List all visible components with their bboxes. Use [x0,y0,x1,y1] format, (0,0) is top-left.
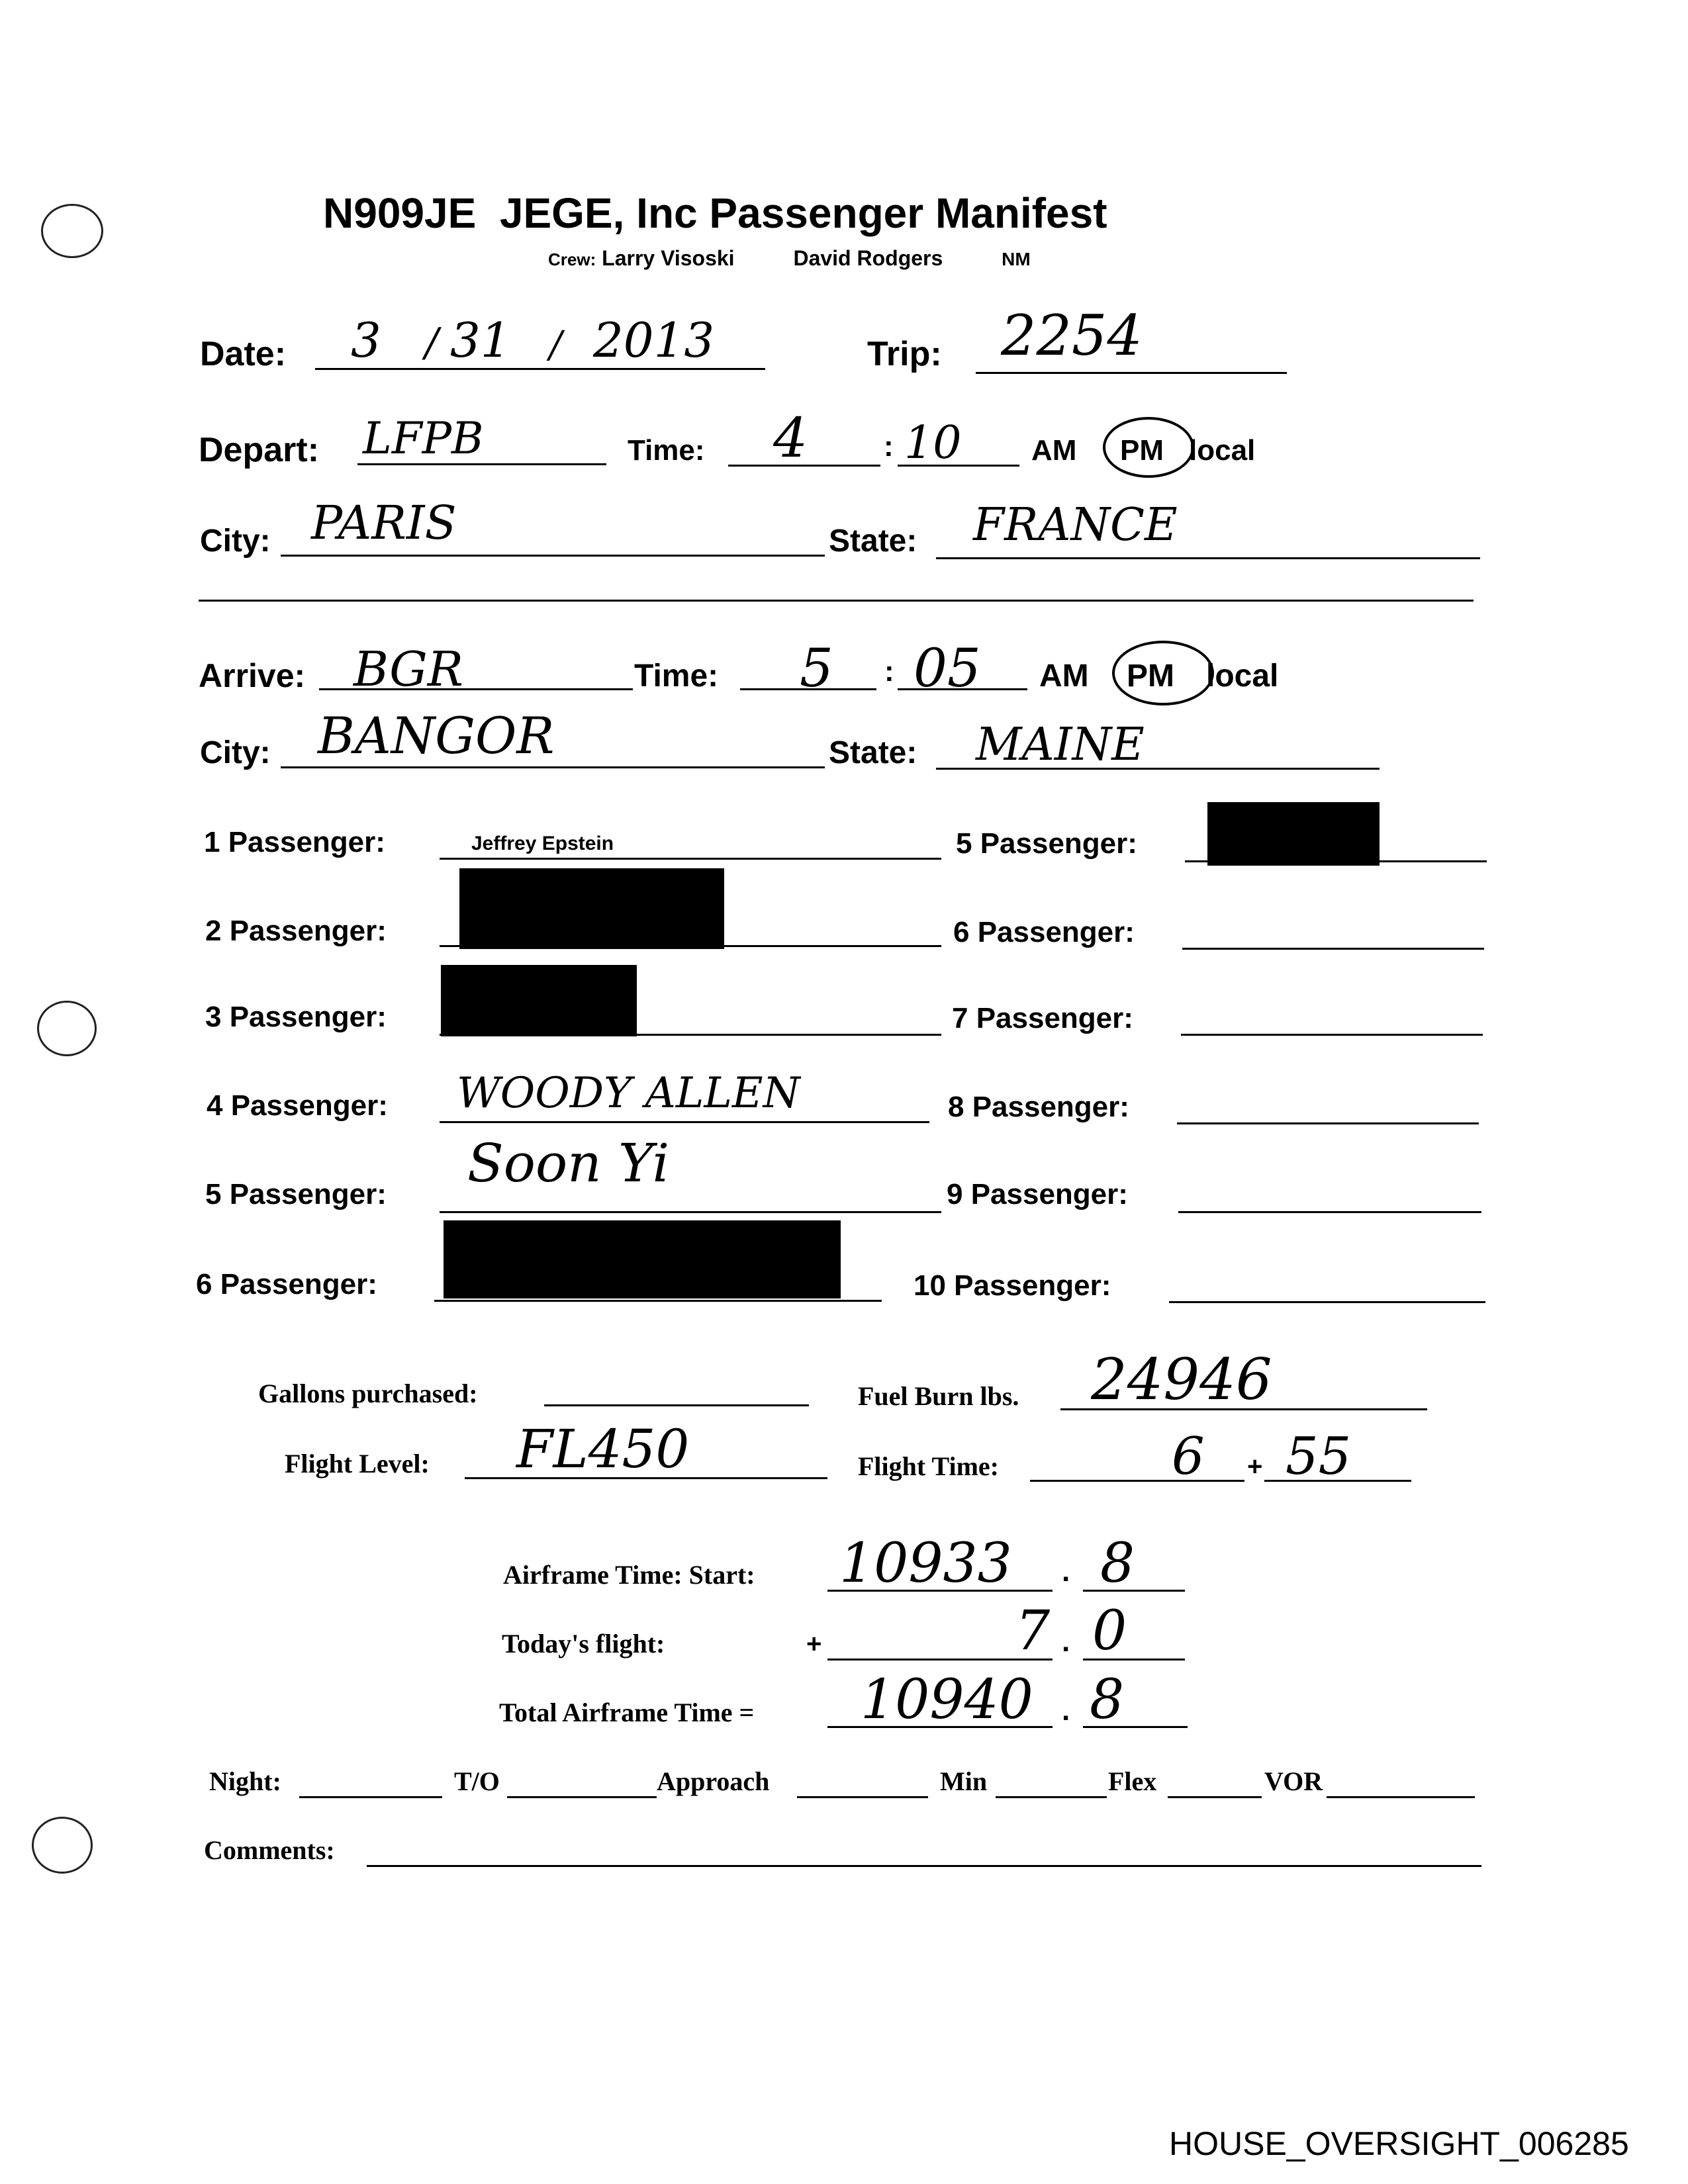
passenger-left-4-line [440,1121,929,1123]
arrive-city-label: City: [200,735,271,770]
passenger-right-7-label: 7 Passenger: [952,1002,1133,1034]
passenger-right-7-line [1181,1034,1483,1036]
depart-time-label: Time: [628,434,705,467]
depart-time-minute: 10 [904,417,962,469]
min-label: Min [940,1766,988,1796]
passenger-right-8-label: 8 Passenger: [948,1091,1129,1123]
trip-line [976,372,1287,374]
depart-state-label: State: [829,523,917,559]
comments-line [367,1865,1481,1867]
arrive-city-value: BANGOR [318,706,555,765]
approach-label: Approach [657,1766,770,1796]
depart-label: Depart: [199,431,320,469]
vor-line [1327,1796,1475,1798]
arrive-time-colon: : [884,655,894,688]
arrive-state-value: MAINE [976,719,1145,771]
flight-level-label: Flight Level: [285,1449,430,1479]
depart-value: LFPB [363,413,484,464]
arrive-state-label: State: [829,735,917,770]
flight-level-value: FL450 [516,1418,690,1480]
passenger-left-2-redaction [459,868,724,949]
depart-pm-circle [1103,417,1194,478]
flight-time-minutes: 55 [1286,1427,1352,1486]
night-line [299,1796,442,1798]
trip-value: 2254 [1001,303,1143,368]
passenger-right-10-label: 10 Passenger: [914,1269,1111,1302]
binder-hole-bottom [32,1817,93,1874]
crew-line [548,246,1031,271]
binder-hole-top [41,204,103,258]
passenger-left-5-label: 5 Passenger: [205,1178,387,1210]
passenger-left-6-line [434,1300,882,1302]
depart-state-value: FRANCE [973,499,1178,551]
crew-member-1: Larry Visoski [602,246,735,270]
night-label: Night: [209,1766,281,1796]
arrive-time-label: Time: [634,659,719,694]
arrive-pm-option: PM [1127,659,1174,694]
passenger-right-9-line [1178,1211,1481,1213]
crew-label: Crew: [548,250,596,269]
arrive-time-minute: 05 [914,637,981,699]
arrive-pm-circle [1112,641,1214,705]
todays-flight-label: Today's flight: [502,1629,665,1659]
passenger-left-5-value: Soon Yi [467,1132,670,1194]
gallons-line [544,1404,809,1406]
flight-time-label: Flight Time: [858,1451,999,1481]
passenger-right-5-label: 5 Passenger: [956,827,1137,860]
total-airframe-whole: 10940 [861,1668,1033,1731]
passenger-right-6-label: 6 Passenger: [953,916,1135,948]
arrive-label: Arrive: [199,657,306,694]
fuel-burn-value: 24946 [1091,1347,1272,1413]
passenger-left-4-label: 4 Passenger: [207,1089,388,1122]
airframe-start-label: Airframe Time: Start: [503,1560,755,1590]
total-airframe-dec: 8 [1090,1668,1125,1731]
passenger-left-5-line [440,1211,941,1213]
comments-label: Comments: [204,1835,335,1865]
vor-label: VOR [1264,1766,1323,1796]
date-line [315,368,765,370]
todays-flight-whole: 7 [1015,1600,1051,1662]
date-sep-2: / [549,324,562,367]
date-sep-1: / [425,320,439,366]
depart-time-hour: 4 [773,407,808,470]
passenger-right-10-line [1169,1301,1485,1303]
todays-flight-dec: 0 [1092,1600,1127,1662]
trip-label: Trip: [867,335,942,373]
arrive-am-option: AM [1039,659,1089,694]
binder-hole-middle [37,1001,97,1056]
depart-city-value: PARIS [311,496,457,550]
passenger-left-1-line [440,858,941,860]
passenger-left-3-redaction [441,965,637,1036]
date-day: 31 [450,312,511,368]
arrive-value: BGR [353,641,463,697]
approach-line [797,1796,928,1798]
section-divider [199,600,1474,602]
page-title: N909JE JEGE, Inc Passenger Manifest [323,189,1107,237]
date-month: 3 [351,312,381,368]
flex-label: Flex [1108,1766,1157,1796]
depart-local-label: local [1189,434,1256,467]
airframe-start-whole: 10933 [839,1532,1012,1595]
min-line [996,1796,1107,1798]
depart-am-option: AM [1031,434,1077,467]
airframe-start-dec: 8 [1100,1532,1135,1595]
bates-number: HOUSE_OVERSIGHT_006285 [1169,2125,1629,2162]
arrive-time-hour: 5 [800,637,833,699]
date-label: Date: [200,335,287,373]
total-airframe-dot: . [1062,1694,1070,1727]
flex-line [1168,1796,1262,1798]
depart-pm-option: PM [1120,434,1164,467]
flight-time-hours: 6 [1172,1427,1205,1486]
takeoff-label: T/O [454,1766,500,1796]
passenger-left-1-value: Jeffrey Epstein [471,833,614,854]
gallons-label: Gallons purchased: [258,1379,478,1408]
passenger-left-1-label: 1 Passenger: [204,826,385,858]
todays-flight-plus: + [806,1629,822,1659]
passenger-right-9-label: 9 Passenger: [947,1178,1128,1210]
arrive-city-line [281,766,825,768]
passenger-right-5-redaction [1207,802,1380,866]
fuel-burn-label: Fuel Burn lbs. [858,1381,1019,1411]
depart-time-colon: : [884,430,894,463]
flight-time-plus: + [1247,1452,1263,1481]
takeoff-line [507,1796,657,1798]
passenger-left-6-label: 6 Passenger: [196,1268,377,1300]
flight-time-hours-line [1030,1480,1244,1482]
todays-flight-dot: . [1062,1625,1070,1658]
passenger-left-3-label: 3 Passenger: [205,1001,387,1033]
passenger-right-6-line [1182,948,1484,950]
date-year: 2013 [593,312,715,368]
depart-city-line [281,555,825,557]
depart-state-line [936,557,1480,559]
passenger-right-8-line [1177,1122,1479,1124]
passenger-left-2-label: 2 Passenger: [205,915,387,947]
total-airframe-label: Total Airframe Time = [499,1698,755,1727]
crew-member-2: David Rodgers [793,246,943,270]
passenger-left-4-value: WOODY ALLEN [457,1069,800,1118]
arrive-local-label: local [1206,659,1279,694]
passenger-left-6-redaction [444,1220,841,1298]
depart-city-label: City: [200,523,271,559]
crew-member-3: NM [1002,249,1031,269]
airframe-start-dot: . [1062,1555,1070,1588]
